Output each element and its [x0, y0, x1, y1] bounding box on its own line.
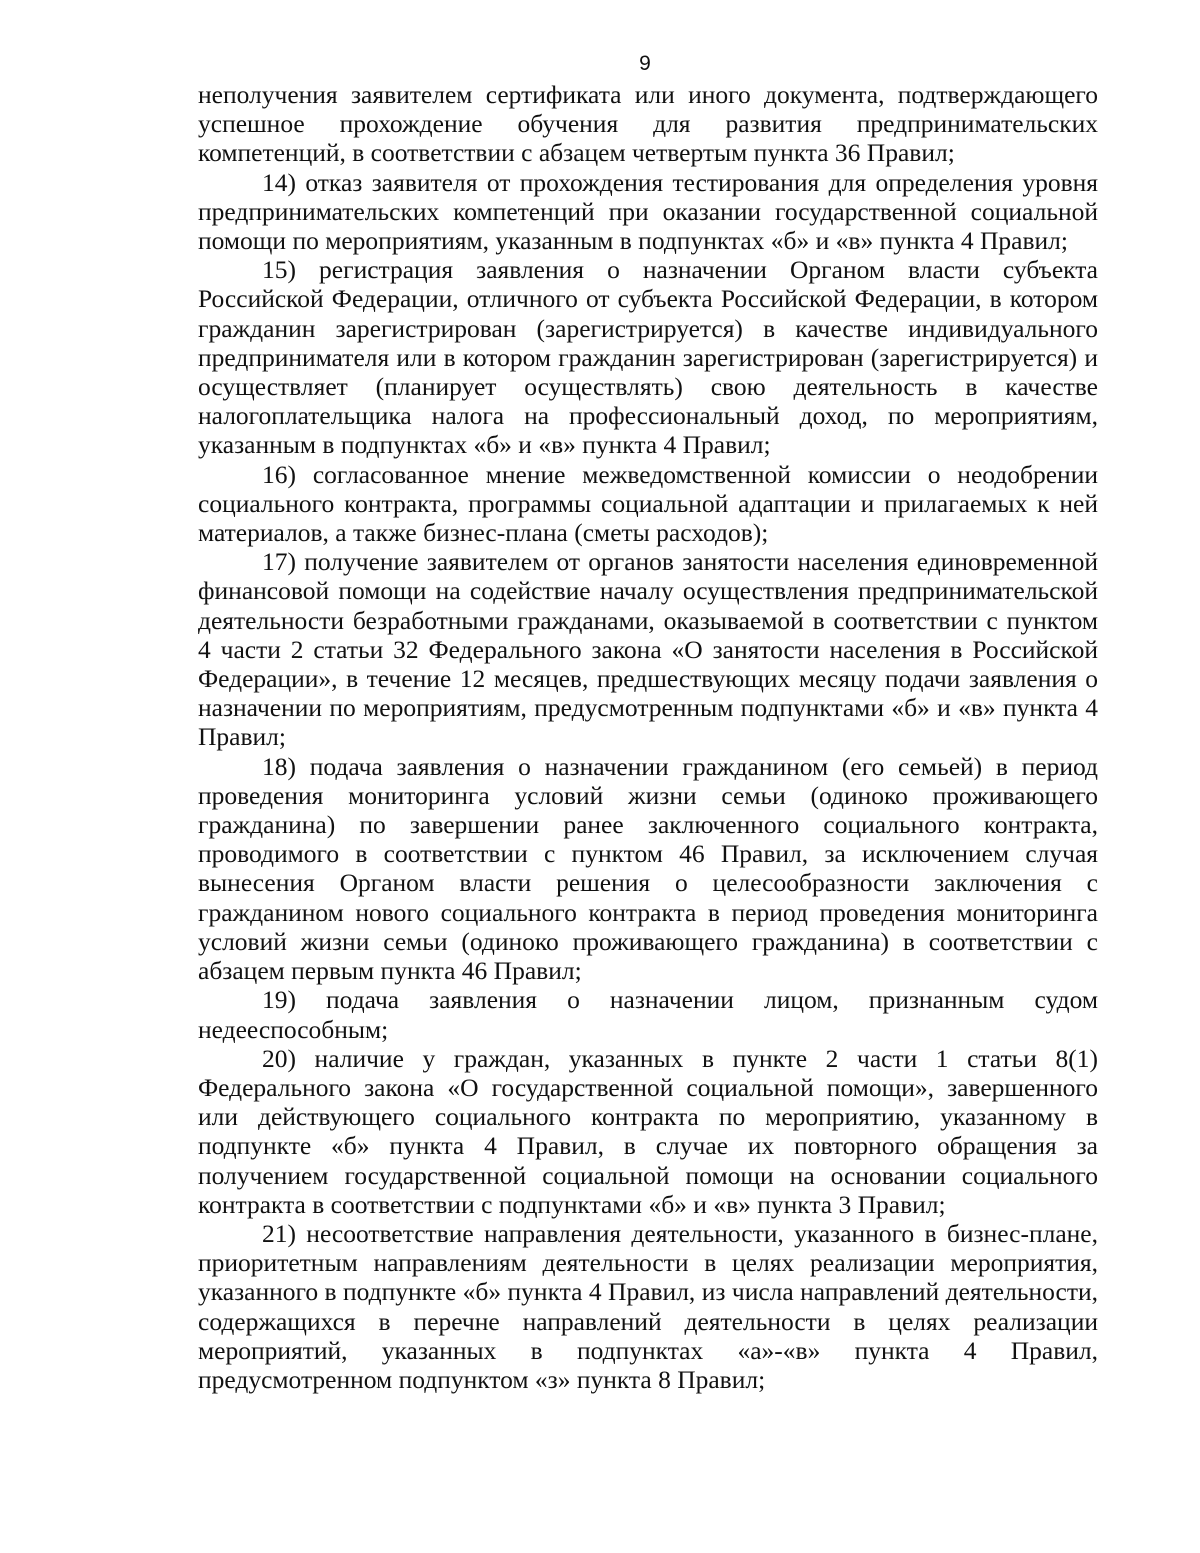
paragraph-item-18: 18) подача заявления о назначении гражданином (его семьей) в период проведения мониторинга условий жизни семьи (одиноко проживающего гражданина) по завершении ранее заключенного социального контракта, проводимого в соответствии с пунктом 46 Правил, за исключением случая вынесения Органом власти решения о целесообразности заключения с гражданином нового социального контракта в период проведения мониторинга условий жизни семьи (одиноко проживающего гражданина) в соответствии с абзацем первым пункта 46 Правил;	[198, 751, 1098, 986]
paragraph-item-21: 21) несоответствие направления деятельности, указанного в бизнес-плане, приоритетным направлениям деятельности в целях реализации мероприятия, указанного в подпункте «б» пункта 4 Правил, из числа направлений деятельности, содержащихся в перечне направлений деятельности в целях реализации мероприятий, указанных в подпунктах «а»-«в» пункта 4 Правил, предусмотренном подпунктом «з» пункта 8 Правил;	[198, 1218, 1098, 1394]
document-body	[198, 80, 1098, 1394]
paragraph-item-16: 16) согласованное мнение межведомственной комиссии о неодобрении социального контракта, программы социальной адаптации и прилагаемых к ней материалов, а также бизнес-плана (сметы расходов);	[198, 459, 1098, 548]
page-number: 9	[639, 52, 651, 75]
paragraph-continuation: неполучения заявителем сертификата или иного документа, подтверждающего успешное прохождение обучения для развития предпринимательских компетенций, в соответствии с абзацем четвертым пункта 36 Правил;	[198, 80, 1098, 168]
paragraph-item-20: 20) наличие у граждан, указанных в пункте 2 части 1 статьи 8(1) Федерального закона «О государственной социальной помощи», завершенного или действующего социального контракта по мероприятию, указанному в подпункте «б» пункта 4 Правил, в случае их повторного обращения за получением государственной социальной помощи на основании социального контракта в соответствии с подпунктами «б» и «в» пункта 3 Правил;	[198, 1043, 1098, 1219]
paragraph-item-14: 14) отказ заявителя от прохождения тестирования для определения уровня предпринимательских компетенций при оказании государственной социальной помощи по мероприятиям, указанным в подпунктах «б» и «в» пункта 4 Правил;	[198, 167, 1098, 256]
paragraph-item-17: 17) получение заявителем от органов занятости населения единовременной финансовой помощи на содействие началу осуществления предпринимательской деятельности безработными гражданами, оказываемой в соответствии с пунктом 4 части 2 статьи 32 Федерального закона «О занятости населения в Российской Федерации», в течение 12 месяцев, предшествующих месяцу подачи заявления о назначении по мероприятиям, предусмотренным подпунктами «б» и «в» пункта 4 Правил;	[198, 547, 1098, 752]
paragraph-item-19: 19) подача заявления о назначении лицом, признанным судом недееспособным;	[198, 985, 1098, 1044]
paragraph-item-15: 15) регистрация заявления о назначении Органом власти субъекта Российской Федерации, отличного от субъекта Российской Федерации, в котором гражданин зарегистрирован (зарегистрируется) в качестве индивидуального предпринимателя или в котором гражданин зарегистрирован (зарегистрируется) и осуществляет (планирует осуществлять) свою деятельность в качестве налогоплательщика налога на профессиональный доход, по мероприятиям, указанным в подпунктах «б» и «в» пункта 4 Правил;	[198, 255, 1098, 460]
